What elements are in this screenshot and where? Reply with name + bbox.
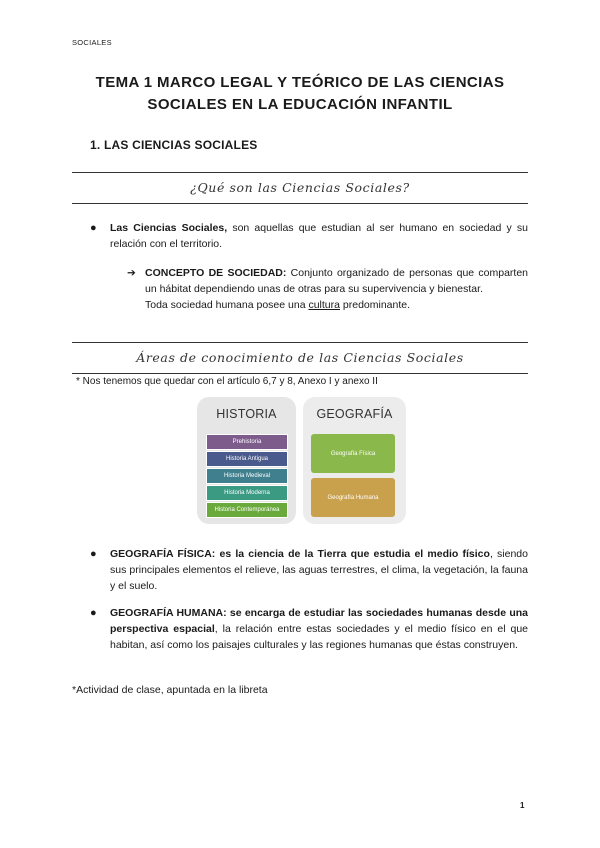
historia-item: Historia Antigua	[206, 451, 288, 467]
bullet-dot: ●	[90, 222, 97, 234]
title-line-1: TEMA 1 MARCO LEGAL Y TEÓRICO DE LAS CIENCIAS	[95, 74, 505, 91]
geografia-panel	[303, 397, 406, 524]
bullet-bold: GEOGRAFÍA HUMANA: se encarga de estudiar las sociedades humanas desde una perspectiva espacial	[110, 607, 528, 635]
title-line-2: SOCIALES EN LA EDUCACIÓN INFANTIL	[147, 96, 453, 113]
band2-rule-top	[72, 342, 528, 343]
geografia-title: GEOGRAFÍA	[316, 407, 393, 421]
bullet-dot: ●	[90, 607, 97, 619]
culture-underlined: cultura	[308, 299, 340, 311]
bullet-body: son aquellas que estudian al ser humano en sociedad y su relación con el territorio.	[110, 222, 528, 250]
historia-panel	[197, 397, 296, 524]
historia-item: Historia Medieval	[206, 468, 288, 484]
areas-diagram	[197, 397, 406, 524]
bullet-body: , siendo sus principales elementos el relieve, las aguas terrestres, el clima, la vegetación, la fauna y el suelo.	[110, 548, 528, 592]
band2-rule-bottom	[72, 373, 528, 374]
bullet-dot: ●	[90, 548, 97, 560]
geografia-item: Geografía Física	[311, 434, 395, 473]
culture-pre: Toda sociedad humana posee una	[145, 299, 309, 311]
arrow-icon: ➔	[127, 267, 136, 279]
historia-item: Historia Contemporánea	[206, 502, 288, 518]
culture-line	[145, 297, 528, 313]
bullet-bold: Las Ciencias Sociales,	[110, 222, 228, 234]
historia-title: HISTORIA	[216, 407, 277, 421]
band-rule-top	[72, 172, 528, 173]
geografia-item: Geografía Humana	[311, 478, 395, 517]
sub-bullet-text	[145, 265, 528, 313]
band-rule-bottom	[72, 203, 528, 204]
page-number: 1	[520, 801, 525, 810]
legal-note: * Nos tenemos que quedar con el artículo 6,7 y 8, Anexo I y anexo II	[76, 376, 378, 387]
bullet-text	[110, 546, 528, 594]
page-title	[60, 72, 540, 116]
historia-item: Historia Moderna	[206, 485, 288, 501]
bullet-ciencias-sociales	[90, 220, 528, 254]
bullet-geografia-fisica	[90, 546, 528, 596]
bullet-text	[110, 220, 528, 252]
band-title-what: ¿Qué son las Ciencias Sociales?	[190, 180, 410, 195]
band-title-areas: Áreas de conocimiento de las Ciencias Sociales	[136, 350, 464, 365]
bullet-geografia-humana	[90, 605, 528, 671]
historia-item: Prehistoria	[206, 434, 288, 450]
section-heading: 1. LAS CIENCIAS SOCIALES	[90, 138, 258, 152]
sub-bullet-bold: CONCEPTO DE SOCIEDAD:	[145, 267, 287, 279]
culture-post: predominante.	[339, 299, 411, 311]
sub-bullet-sociedad	[127, 265, 528, 329]
running-header: SOCIALES	[72, 38, 112, 47]
sub-bullet-body: Conjunto organizado de personas que comparten un hábitat dependiendo unas de otras para su supervivencia y bienestar.	[145, 267, 528, 295]
activity-note: *Actividad de clase, apuntada en la libreta	[72, 684, 268, 696]
bullet-text	[110, 605, 528, 653]
bullet-body: , la relación entre estas sociedades y el medio físico en el que habitan, así como los paisajes culturales y las regiones humanas que éstas construyen.	[110, 623, 528, 651]
bullet-bold: GEOGRAFÍA FÍSICA: es la ciencia de la Tierra que estudia el medio físico	[110, 548, 490, 560]
